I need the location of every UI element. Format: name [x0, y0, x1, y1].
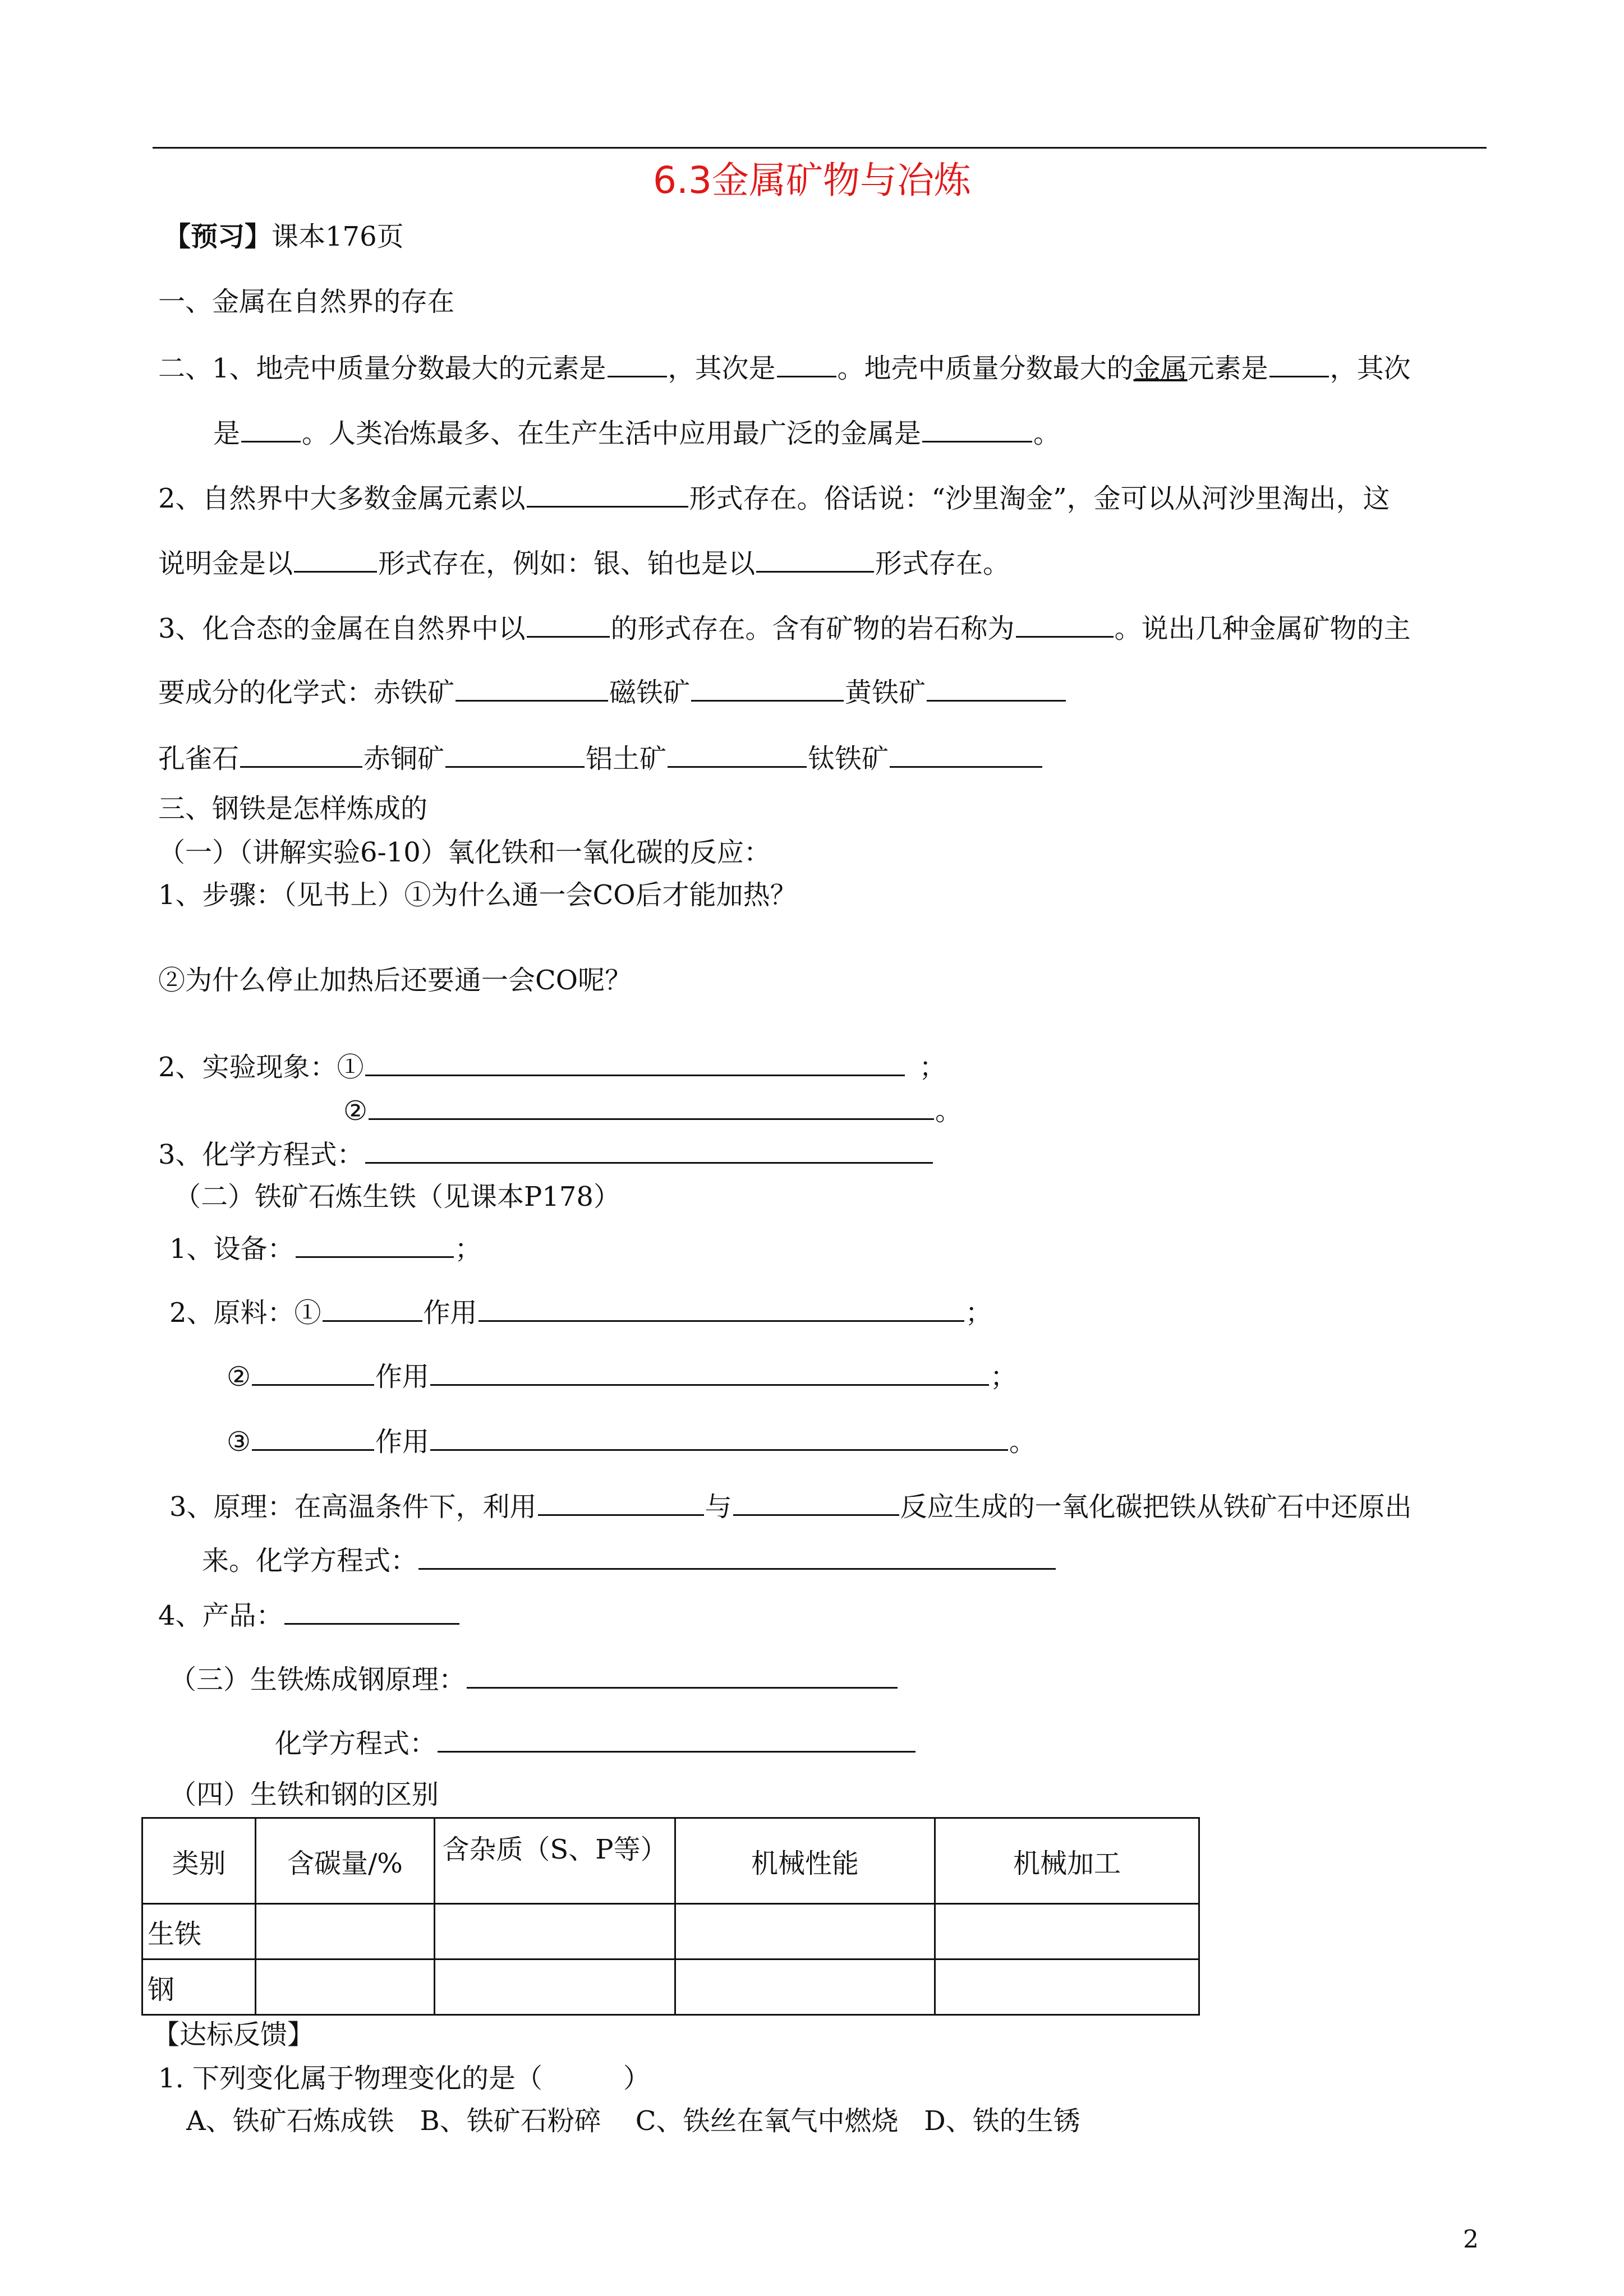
q1-text: 二、1、地壳中质量分数最大的元素是	[158, 353, 606, 384]
role-blank-2[interactable]	[430, 1359, 989, 1386]
equipment-label: 1、设备：	[169, 1233, 295, 1265]
q1-text: 元素是	[1187, 353, 1268, 384]
q2-blank-2[interactable]	[294, 546, 377, 573]
page-number: 2	[1463, 2225, 1479, 2254]
q1-blank-5[interactable]	[922, 416, 1032, 442]
q3-blank-1[interactable]	[527, 611, 610, 638]
part-1-heading: （一）（讲解实验6-10）氧化铁和一氧化碳的反应：	[158, 837, 771, 868]
q3-text: 黄铁矿	[845, 677, 926, 708]
q3-line-3	[158, 741, 1043, 776]
q3-blank-hematite[interactable]	[456, 675, 608, 702]
steelmaking-principle-blank[interactable]	[467, 1662, 898, 1689]
header-rule	[153, 147, 1487, 149]
raw-blank-2[interactable]	[252, 1359, 374, 1386]
q3-blank-magnetite[interactable]	[691, 675, 844, 702]
part-4-heading: （四）生铁和钢的区别	[169, 1779, 439, 1810]
equation-label: 3、化学方程式：	[158, 1139, 364, 1170]
raw-material-line-3	[227, 1424, 1036, 1459]
q1-blank-1[interactable]	[608, 351, 667, 377]
table-cell[interactable]	[256, 1904, 435, 1960]
principle-text: 与	[705, 1491, 732, 1523]
table-cell[interactable]	[256, 1960, 435, 2015]
table-header-cell: 类别	[142, 1818, 256, 1904]
equation-blank[interactable]	[365, 1137, 933, 1164]
table-cell[interactable]	[675, 1960, 935, 2015]
phenomenon-blank-1[interactable]	[365, 1050, 905, 1076]
table-header-cell: 含碳量/%	[256, 1818, 435, 1904]
phenomenon-line-2	[343, 1094, 962, 1128]
table-row	[142, 1904, 1199, 1960]
table-cell[interactable]	[935, 1960, 1199, 2015]
q3-text: 钛铁矿	[808, 743, 889, 774]
product-label: 4、产品：	[158, 1600, 283, 1631]
punct: 。	[1009, 1426, 1037, 1458]
product-line	[158, 1598, 461, 1633]
q1-blank-2[interactable]	[777, 351, 836, 377]
equipment-line	[169, 1232, 482, 1266]
q1-text: 是	[213, 418, 241, 449]
section-3-heading: 三、钢铁是怎样炼成的	[158, 793, 428, 824]
table-row-label: 生铁	[142, 1904, 256, 1960]
table-cell[interactable]	[675, 1904, 935, 1960]
raw-material-line-1	[169, 1295, 992, 1330]
principle-line-1	[169, 1490, 1412, 1524]
table-cell[interactable]	[435, 1960, 675, 2015]
q1-line-1	[158, 351, 1411, 385]
q2-line-2	[158, 546, 1010, 580]
punct: ；	[965, 1297, 992, 1329]
q3-text: 。说出几种金属矿物的主	[1114, 613, 1411, 644]
q1-text: 。	[1033, 418, 1061, 449]
table-header-cell: 机械加工	[935, 1818, 1199, 1904]
q1-text: ，其次	[1329, 353, 1411, 384]
equipment-blank[interactable]	[296, 1232, 454, 1258]
q1-text: ，其次是	[668, 353, 776, 384]
q3-text: 磁铁矿	[609, 677, 691, 708]
q2-blank-1[interactable]	[527, 481, 688, 508]
principle-line-2	[202, 1543, 1057, 1578]
q3-blank-pyrite[interactable]	[927, 675, 1066, 702]
raw-label: ③	[227, 1426, 251, 1458]
equation-line	[158, 1137, 934, 1172]
phenomenon-label: 2、实验现象：①	[158, 1052, 364, 1083]
punct: 。	[935, 1095, 963, 1127]
part-2-heading: （二）铁矿石炼生铁（见课本P178）	[174, 1181, 620, 1212]
role-blank-1[interactable]	[479, 1295, 964, 1322]
raw-blank-3[interactable]	[252, 1424, 374, 1451]
table-row-label: 钢	[142, 1960, 256, 2015]
role-blank-3[interactable]	[430, 1424, 1008, 1451]
q1-blank-4[interactable]	[241, 416, 301, 442]
q3-blank-ilmenite[interactable]	[890, 741, 1042, 768]
principle-blank-1[interactable]	[538, 1490, 704, 1516]
feedback-question-1: 1. 下列变化属于物理变化的是（ ）	[158, 2063, 651, 2094]
preview-tag: 【预习】	[164, 221, 272, 252]
q3-line-1	[158, 611, 1411, 646]
table-header-cell: 含杂质（S、P等）	[435, 1818, 675, 1904]
role-label: 作用	[375, 1426, 430, 1458]
q3-blank-bauxite[interactable]	[668, 741, 807, 768]
comparison-table	[141, 1817, 1200, 2016]
raw-label: ②	[227, 1361, 251, 1393]
part-1-step-q2: ②为什么停止加热后还要通一会CO呢？	[158, 965, 632, 996]
table-header-cell: 机械性能	[675, 1818, 935, 1904]
q3-text: 3、化合态的金属在自然界中以	[158, 613, 526, 644]
q1-metal-underlined: 金属	[1133, 353, 1188, 384]
punct: ；	[454, 1233, 482, 1265]
table-cell[interactable]	[935, 1904, 1199, 1960]
steelmaking-equation-blank[interactable]	[438, 1726, 915, 1753]
q1-text: 。地壳中质量分数最大的	[837, 353, 1134, 384]
table-header-row	[142, 1818, 1199, 1904]
punct: ；	[919, 1052, 946, 1083]
raw-blank-1[interactable]	[323, 1295, 422, 1322]
q3-text: 铝土矿	[586, 743, 667, 774]
preview-text: 课本176页	[272, 221, 404, 252]
q1-text: 。人类冶炼最多、在生产生活中应用最广泛的金属是	[302, 418, 922, 449]
part-3-heading: （三）生铁炼成钢原理：	[169, 1664, 466, 1695]
table-cell[interactable]	[435, 1904, 675, 1960]
part-3-line	[169, 1662, 899, 1696]
q3-text: 要成分的化学式：赤铁矿	[158, 677, 455, 708]
principle-text: 来。化学方程式：	[202, 1545, 418, 1576]
q3-blank-cuprite[interactable]	[445, 741, 585, 768]
q3-blank-malachite[interactable]	[240, 741, 362, 768]
part-1-step-q1: 1、步骤：（见书上）①为什么通一会CO后才能加热？	[158, 879, 797, 911]
raw-label: 2、原料：①	[169, 1297, 321, 1329]
phenomenon-blank-2[interactable]	[369, 1094, 934, 1120]
q2-text: 说明金是以	[158, 548, 293, 579]
principle-blank-2[interactable]	[733, 1490, 899, 1516]
part-3-equation-line	[275, 1726, 917, 1760]
principle-text: 反应生成的一氧化碳把铁从铁矿石中还原出	[900, 1491, 1412, 1523]
q3-text: 孔雀石	[158, 743, 240, 774]
product-blank[interactable]	[284, 1598, 459, 1625]
phenomenon-label: ②	[343, 1095, 368, 1127]
q3-line-2	[158, 675, 1067, 709]
role-label: 作用	[423, 1297, 477, 1329]
q3-text: 赤铜矿	[364, 743, 445, 774]
equation-label: 化学方程式：	[275, 1728, 437, 1759]
phenomenon-line-1	[158, 1050, 946, 1084]
page-title: 6.3金属矿物与冶炼	[653, 159, 971, 202]
feedback-heading: 【达标反馈】	[153, 2019, 315, 2050]
preview-line	[164, 220, 404, 253]
q2-text: 形式存在，例如：银、铂也是以	[378, 548, 756, 579]
q3-blank-2[interactable]	[1016, 611, 1114, 638]
section-1-heading: 一、金属在自然界的存在	[158, 286, 455, 317]
role-label: 作用	[375, 1361, 430, 1393]
q2-blank-3[interactable]	[756, 546, 874, 573]
table-row	[142, 1960, 1199, 2015]
q2-line-1	[158, 481, 1390, 515]
feedback-options: A、铁矿石炼成铁 B、铁矿石粉碎 C、铁丝在氧气中燃烧 D、铁的生锈	[186, 2105, 1080, 2137]
punct: ；	[990, 1361, 1018, 1393]
q1-line-2	[213, 416, 1060, 450]
q3-text: 的形式存在。含有矿物的岩石称为	[610, 613, 1015, 644]
principle-text: 3、原理：在高温条件下，利用	[169, 1491, 537, 1523]
raw-material-line-2	[227, 1359, 1017, 1394]
q2-text: 2、自然界中大多数金属元素以	[158, 483, 526, 514]
principle-equation-blank[interactable]	[418, 1543, 1056, 1570]
q2-text: 形式存在。	[875, 548, 1010, 579]
q1-blank-3[interactable]	[1269, 351, 1329, 377]
q2-text: 形式存在。俗话说：“沙里淘金”，金可以从河沙里淘出，这	[689, 483, 1390, 514]
